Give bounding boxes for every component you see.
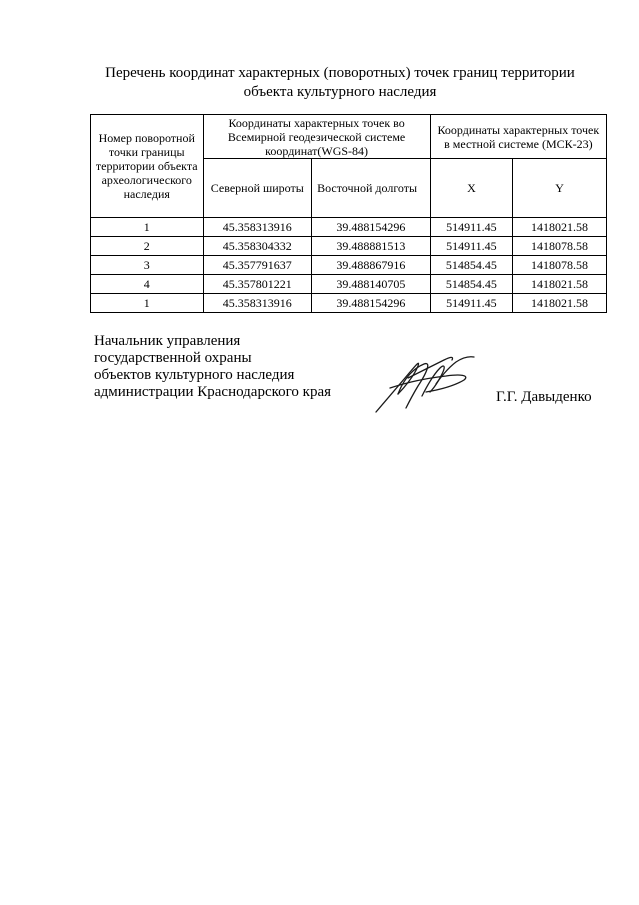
header-x: X bbox=[430, 159, 512, 218]
cell-y: 1418078.58 bbox=[513, 237, 607, 256]
header-wgs-group: Координаты характерных точек во Всемирной геодезической системе координат(WGS-84) bbox=[203, 115, 430, 159]
title-line-1: Перечень координат характерных (поворотных) точек границ территории bbox=[105, 65, 575, 81]
cell-y: 1418078.58 bbox=[513, 256, 607, 275]
cell-point-number: 1 bbox=[91, 294, 204, 313]
cell-latitude: 45.358313916 bbox=[203, 294, 312, 313]
table-row bbox=[91, 256, 607, 275]
header-local-group: Координаты характерных точек в местной системе (МСК-23) bbox=[430, 115, 606, 159]
cell-longitude: 39.488154296 bbox=[312, 294, 431, 313]
cell-longitude: 39.488881513 bbox=[312, 237, 431, 256]
header-row-top bbox=[91, 115, 607, 159]
document-title bbox=[60, 64, 620, 102]
cell-x: 514854.45 bbox=[430, 275, 512, 294]
header-point-number: Номер поворотной точки границы территории объекта археологического наследия bbox=[91, 115, 204, 218]
signer-name: Г.Г. Давыденко bbox=[496, 389, 592, 405]
header-y: Y bbox=[513, 159, 607, 218]
cell-point-number: 4 bbox=[91, 275, 204, 294]
cell-x: 514854.45 bbox=[430, 256, 512, 275]
cell-longitude: 39.488154296 bbox=[312, 218, 431, 237]
position-line-1: Начальник управления bbox=[94, 333, 241, 349]
cell-longitude: 39.488867916 bbox=[312, 256, 431, 275]
position-line-3: объектов культурного наследия bbox=[94, 367, 295, 383]
cell-x: 514911.45 bbox=[430, 218, 512, 237]
cell-latitude: 45.357791637 bbox=[203, 256, 312, 275]
cell-longitude: 39.488140705 bbox=[312, 275, 431, 294]
table-row bbox=[91, 237, 607, 256]
handwritten-signature bbox=[368, 348, 480, 416]
position-line-2: государственной охраны bbox=[94, 350, 252, 366]
table-row bbox=[91, 218, 607, 237]
title-line-2: объекта культурного наследия bbox=[243, 84, 437, 100]
table-row bbox=[91, 294, 607, 313]
cell-latitude: 45.358304332 bbox=[203, 237, 312, 256]
cell-point-number: 2 bbox=[91, 237, 204, 256]
cell-point-number: 3 bbox=[91, 256, 204, 275]
cell-latitude: 45.358313916 bbox=[203, 218, 312, 237]
cell-latitude: 45.357801221 bbox=[203, 275, 312, 294]
coordinates-table bbox=[90, 114, 607, 313]
table-row bbox=[91, 275, 607, 294]
cell-y: 1418021.58 bbox=[513, 218, 607, 237]
header-longitude: Восточной долготы bbox=[312, 159, 431, 218]
cell-point-number: 1 bbox=[91, 218, 204, 237]
cell-y: 1418021.58 bbox=[513, 275, 607, 294]
signatory-position bbox=[94, 333, 331, 401]
position-line-4: администрации Краснодарского края bbox=[94, 384, 332, 400]
cell-y: 1418021.58 bbox=[513, 294, 607, 313]
cell-x: 514911.45 bbox=[430, 294, 512, 313]
header-latitude: Северной широты bbox=[203, 159, 312, 218]
cell-x: 514911.45 bbox=[430, 237, 512, 256]
